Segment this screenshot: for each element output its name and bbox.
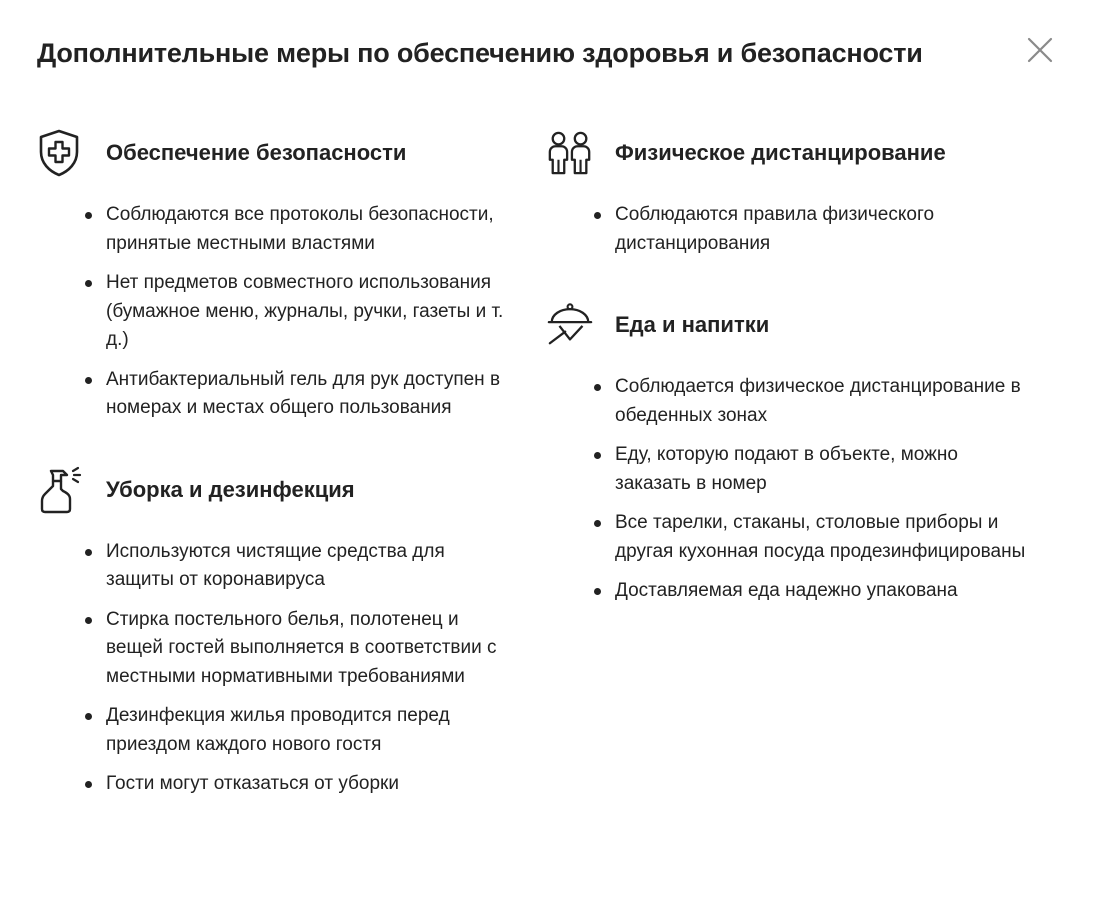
section-cleaning-header — [37, 463, 517, 517]
section-distancing-title: Физическое дистанцирование — [615, 140, 946, 165]
section-safety-list — [37, 201, 517, 423]
shield-cross-icon — [37, 126, 85, 180]
left-column — [37, 126, 517, 839]
list-item: Используются чистящие средства для защиты от коронавируса — [37, 538, 517, 595]
section-safety — [37, 126, 517, 423]
section-food-title: Еда и напитки — [615, 312, 770, 337]
list-item: Дезинфекция жилья проводится перед приездом каждого нового гостя — [37, 702, 517, 759]
close-icon — [1022, 32, 1058, 68]
section-distancing-list — [546, 201, 1036, 258]
section-food-header — [546, 298, 1036, 352]
modal-title: Дополнительные меры по обеспечению здоровья и безопасности — [37, 38, 923, 68]
list-item: Соблюдаются правила физического дистанцирования — [546, 201, 1036, 258]
right-column — [546, 126, 1036, 646]
close-button[interactable] — [1022, 32, 1058, 68]
list-item: Соблюдаются все протоколы безопасности, принятые местными властями — [37, 201, 517, 258]
list-item: Антибактериальный гель для рук доступен в номерах и местах общего пользования — [37, 366, 517, 423]
section-cleaning-title: Уборка и дезинфекция — [106, 476, 355, 502]
section-food-list — [546, 373, 1036, 606]
list-item: Стирка постельного белья, полотенец и вещей гостей выполняется в соответствии с местными нормативными требованиями — [37, 606, 517, 692]
section-cleaning-list — [37, 538, 517, 799]
list-item: Соблюдается физическое дистанцирование в обеденных зонах — [546, 373, 1036, 430]
spray-bottle-icon — [37, 463, 85, 517]
section-safety-header — [37, 126, 517, 180]
section-safety-title: Обеспечение безопасности — [106, 140, 407, 165]
list-item: Гости могут отказаться от уборки — [37, 770, 517, 799]
list-item: Все тарелки, стаканы, столовые приборы и другая кухонная посуда продезинфицированы — [546, 509, 1036, 566]
food-cloche-icon — [546, 298, 594, 352]
section-food — [546, 298, 1036, 606]
list-item: Доставляемая еда надежно упакована — [546, 577, 1036, 606]
list-item: Нет предметов совместного использования (бумажное меню, журналы, ручки, газеты и т. д.) — [37, 269, 517, 355]
section-distancing-header — [546, 126, 1036, 180]
two-people-icon — [546, 126, 594, 180]
section-cleaning — [37, 463, 517, 799]
list-item: Еду, которую подают в объекте, можно заказать в номер — [546, 441, 1036, 498]
section-distancing — [546, 126, 1036, 258]
